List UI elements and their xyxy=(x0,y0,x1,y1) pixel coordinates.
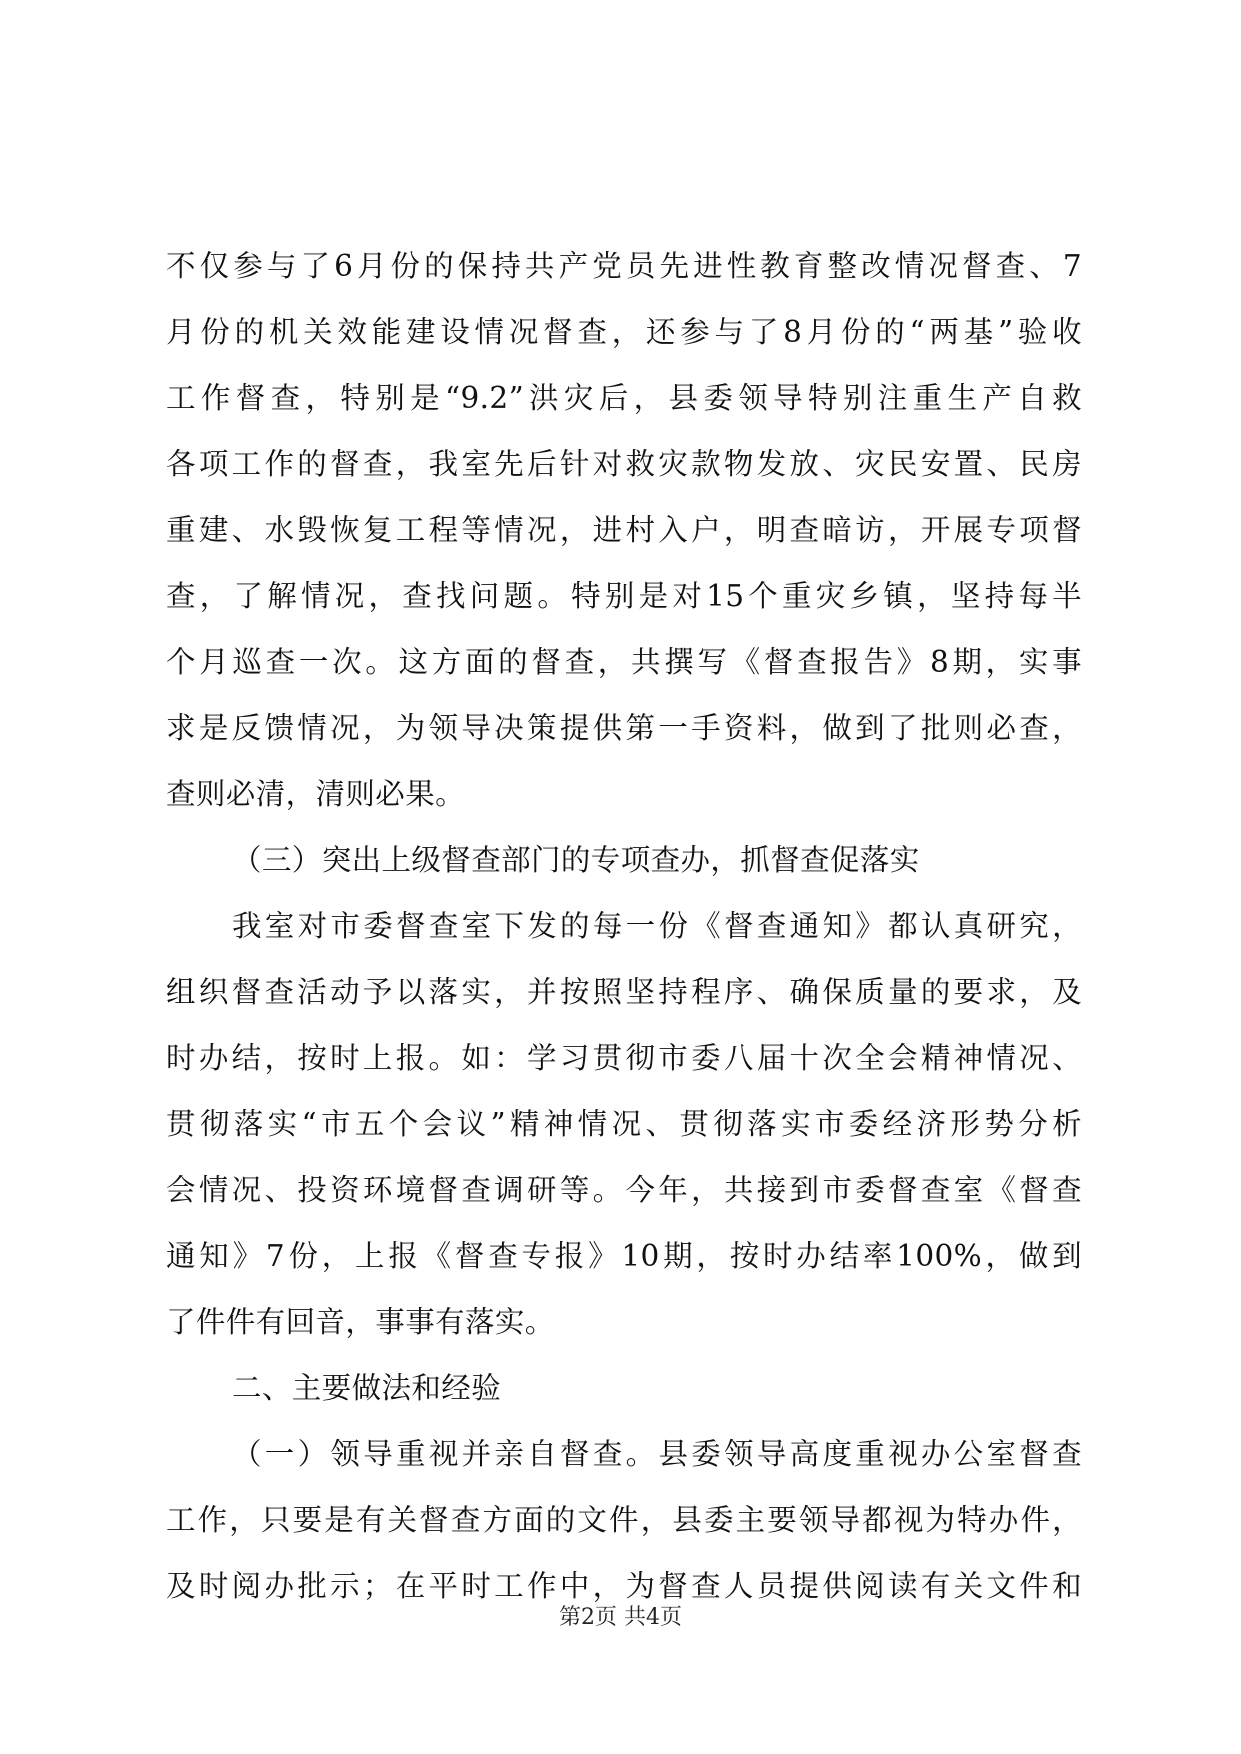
text-line-11: 我室对市委督查室下发的每一份《督查通知》都认真研究， xyxy=(232,909,1082,943)
section-heading-main: 二、主要做法和经验 xyxy=(232,1371,502,1405)
text-line-1: 不仅参与了6月份的保持共产党员先进性教育整改情况督查、7 xyxy=(166,249,1082,283)
section-heading-3: （三）突出上级督查部门的专项查办，抓督查促落实 xyxy=(232,843,920,877)
text-line-17: 了件件有回音，事事有落实。 xyxy=(166,1305,555,1339)
text-line-8: 求是反馈情况，为领导决策提供第一手资料，做到了批则必查， xyxy=(166,711,1082,745)
text-line-4: 各项工作的督查，我室先后针对救灾款物发放、灾民安置、民房 xyxy=(166,447,1082,481)
text-line-16: 通知》7份，上报《督查专报》10期，按时办结率100%，做到 xyxy=(166,1239,1082,1273)
text-line-20: 工作，只要是有关督查方面的文件，县委主要领导都视为特办件， xyxy=(166,1503,1082,1537)
text-line-14: 贯彻落实“市五个会议”精神情况、贯彻落实市委经济形势分析 xyxy=(166,1107,1082,1141)
body-text xyxy=(166,233,1082,1619)
text-line-3: 工作督查，特别是“9.2”洪灾后，县委领导特别注重生产自救 xyxy=(166,381,1082,415)
text-line-15: 会情况、投资环境督查调研等。今年，共接到市委督查室《督查 xyxy=(166,1173,1082,1207)
text-line-21: 及时阅办批示；在平时工作中，为督查人员提供阅读有关文件和 xyxy=(166,1569,1082,1603)
text-line-9: 查则必清，清则必果。 xyxy=(166,777,466,811)
text-line-2: 月份的机关效能建设情况督查，还参与了8月份的“两基”验收 xyxy=(166,315,1082,349)
text-line-6: 查，了解情况，查找问题。特别是对15个重灾乡镇，坚持每半 xyxy=(166,579,1082,613)
text-line-12: 组织督查活动予以落实，并按照坚持程序、确保质量的要求，及 xyxy=(166,975,1082,1009)
text-line-5: 重建、水毁恢复工程等情况，进村入户，明查暗访，开展专项督 xyxy=(166,513,1082,547)
text-line-13: 时办结，按时上报。如：学习贯彻市委八届十次全会精神情况、 xyxy=(166,1041,1082,1075)
text-line-19: （一）领导重视并亲自督查。县委领导高度重视办公室督查 xyxy=(232,1437,1082,1471)
text-line-7: 个月巡查一次。这方面的督查，共撰写《督查报告》8期，实事 xyxy=(166,645,1082,679)
page-number-footer: 第2页 共4页 xyxy=(559,1605,682,1630)
